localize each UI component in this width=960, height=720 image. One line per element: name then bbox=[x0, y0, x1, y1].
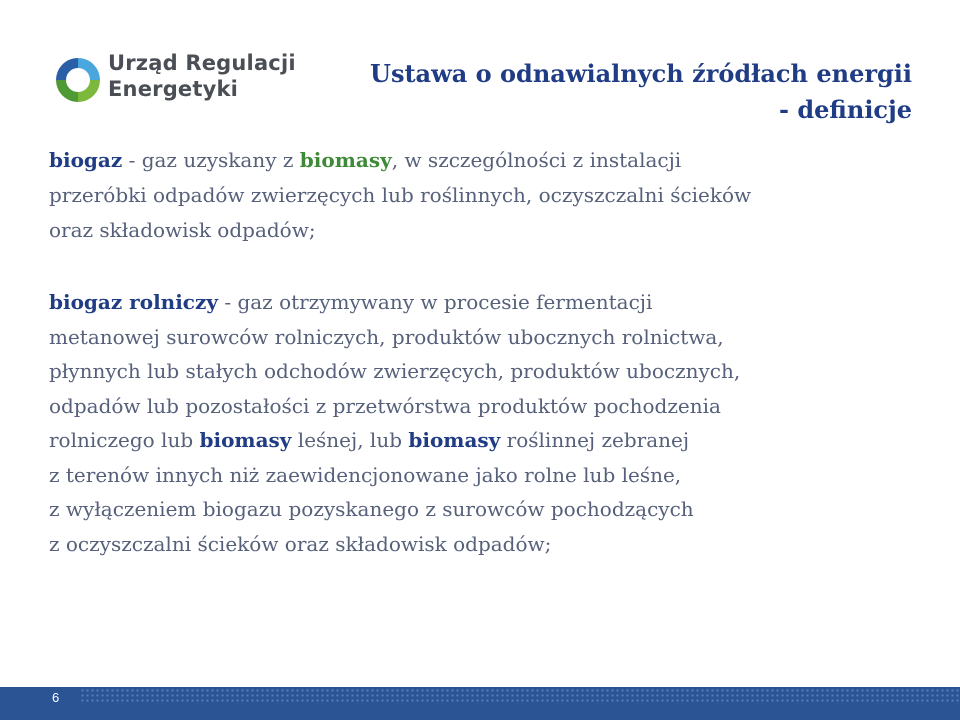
slide-title bbox=[352, 56, 912, 128]
definition-biogaz bbox=[49, 143, 929, 248]
text-line: płynnych lub stałych odchodów zwierzęcych, produktów ubocznych, bbox=[49, 359, 741, 383]
logo-line-1: Urząd Regulacji bbox=[108, 51, 296, 75]
text-line: przeróbki odpadów zwierzęcych lub roślinnych, oczyszczalni ścieków bbox=[49, 183, 752, 207]
slide-content bbox=[49, 143, 929, 561]
slide-title-line-1: Ustawa o odnawialnych źródłach energii bbox=[370, 59, 912, 88]
highlight-biomasy: biomasy bbox=[408, 428, 501, 452]
text-segment: - gaz otrzymywany w procesie fermentacji bbox=[217, 290, 653, 314]
text-segment: roślinnej zebranej bbox=[500, 428, 690, 452]
text-segment: rolniczego lub bbox=[49, 428, 200, 452]
page-number: 6 bbox=[52, 690, 60, 705]
text-line bbox=[49, 143, 929, 178]
logo-text bbox=[108, 50, 296, 102]
definition-biogaz-rolniczy bbox=[49, 285, 929, 561]
text-line: z terenów innych niż zaewidencjonowane jako rolne lub leśne, bbox=[49, 462, 682, 487]
text-line bbox=[49, 423, 929, 458]
text-line: odpadów lub pozostałości z przetwórstwa produktów pochodzenia bbox=[49, 393, 721, 418]
text-line bbox=[49, 285, 929, 320]
text-segment: - gaz uzyskany z bbox=[122, 148, 300, 172]
term-biogaz: biogaz bbox=[49, 148, 123, 172]
highlight-biomasy: biomasy bbox=[199, 428, 292, 452]
text-line: oraz składowisk odpadów; bbox=[49, 218, 316, 242]
term-biogaz-rolniczy: biogaz rolniczy bbox=[49, 290, 218, 314]
text-line: z wyłączeniem biogazu pozyskanego z surowców pochodzących bbox=[49, 497, 694, 521]
slide-title-line-2: - definicje bbox=[779, 95, 912, 124]
highlight-biomasy: biomasy bbox=[299, 148, 392, 172]
text-line: z oczyszczalni ścieków oraz składowisk odpadów; bbox=[49, 531, 552, 556]
logo-center-dot-icon bbox=[72, 74, 84, 86]
text-segment: , w szczególności z instalacji bbox=[391, 148, 682, 172]
logo-line-2: Energetyki bbox=[108, 77, 239, 101]
text-segment: leśnej, lub bbox=[291, 428, 409, 452]
footer-dot-pattern bbox=[80, 688, 960, 704]
text-line: metanowej surowców rolniczych, produktów ubocznych rolnictwa, bbox=[49, 324, 724, 349]
